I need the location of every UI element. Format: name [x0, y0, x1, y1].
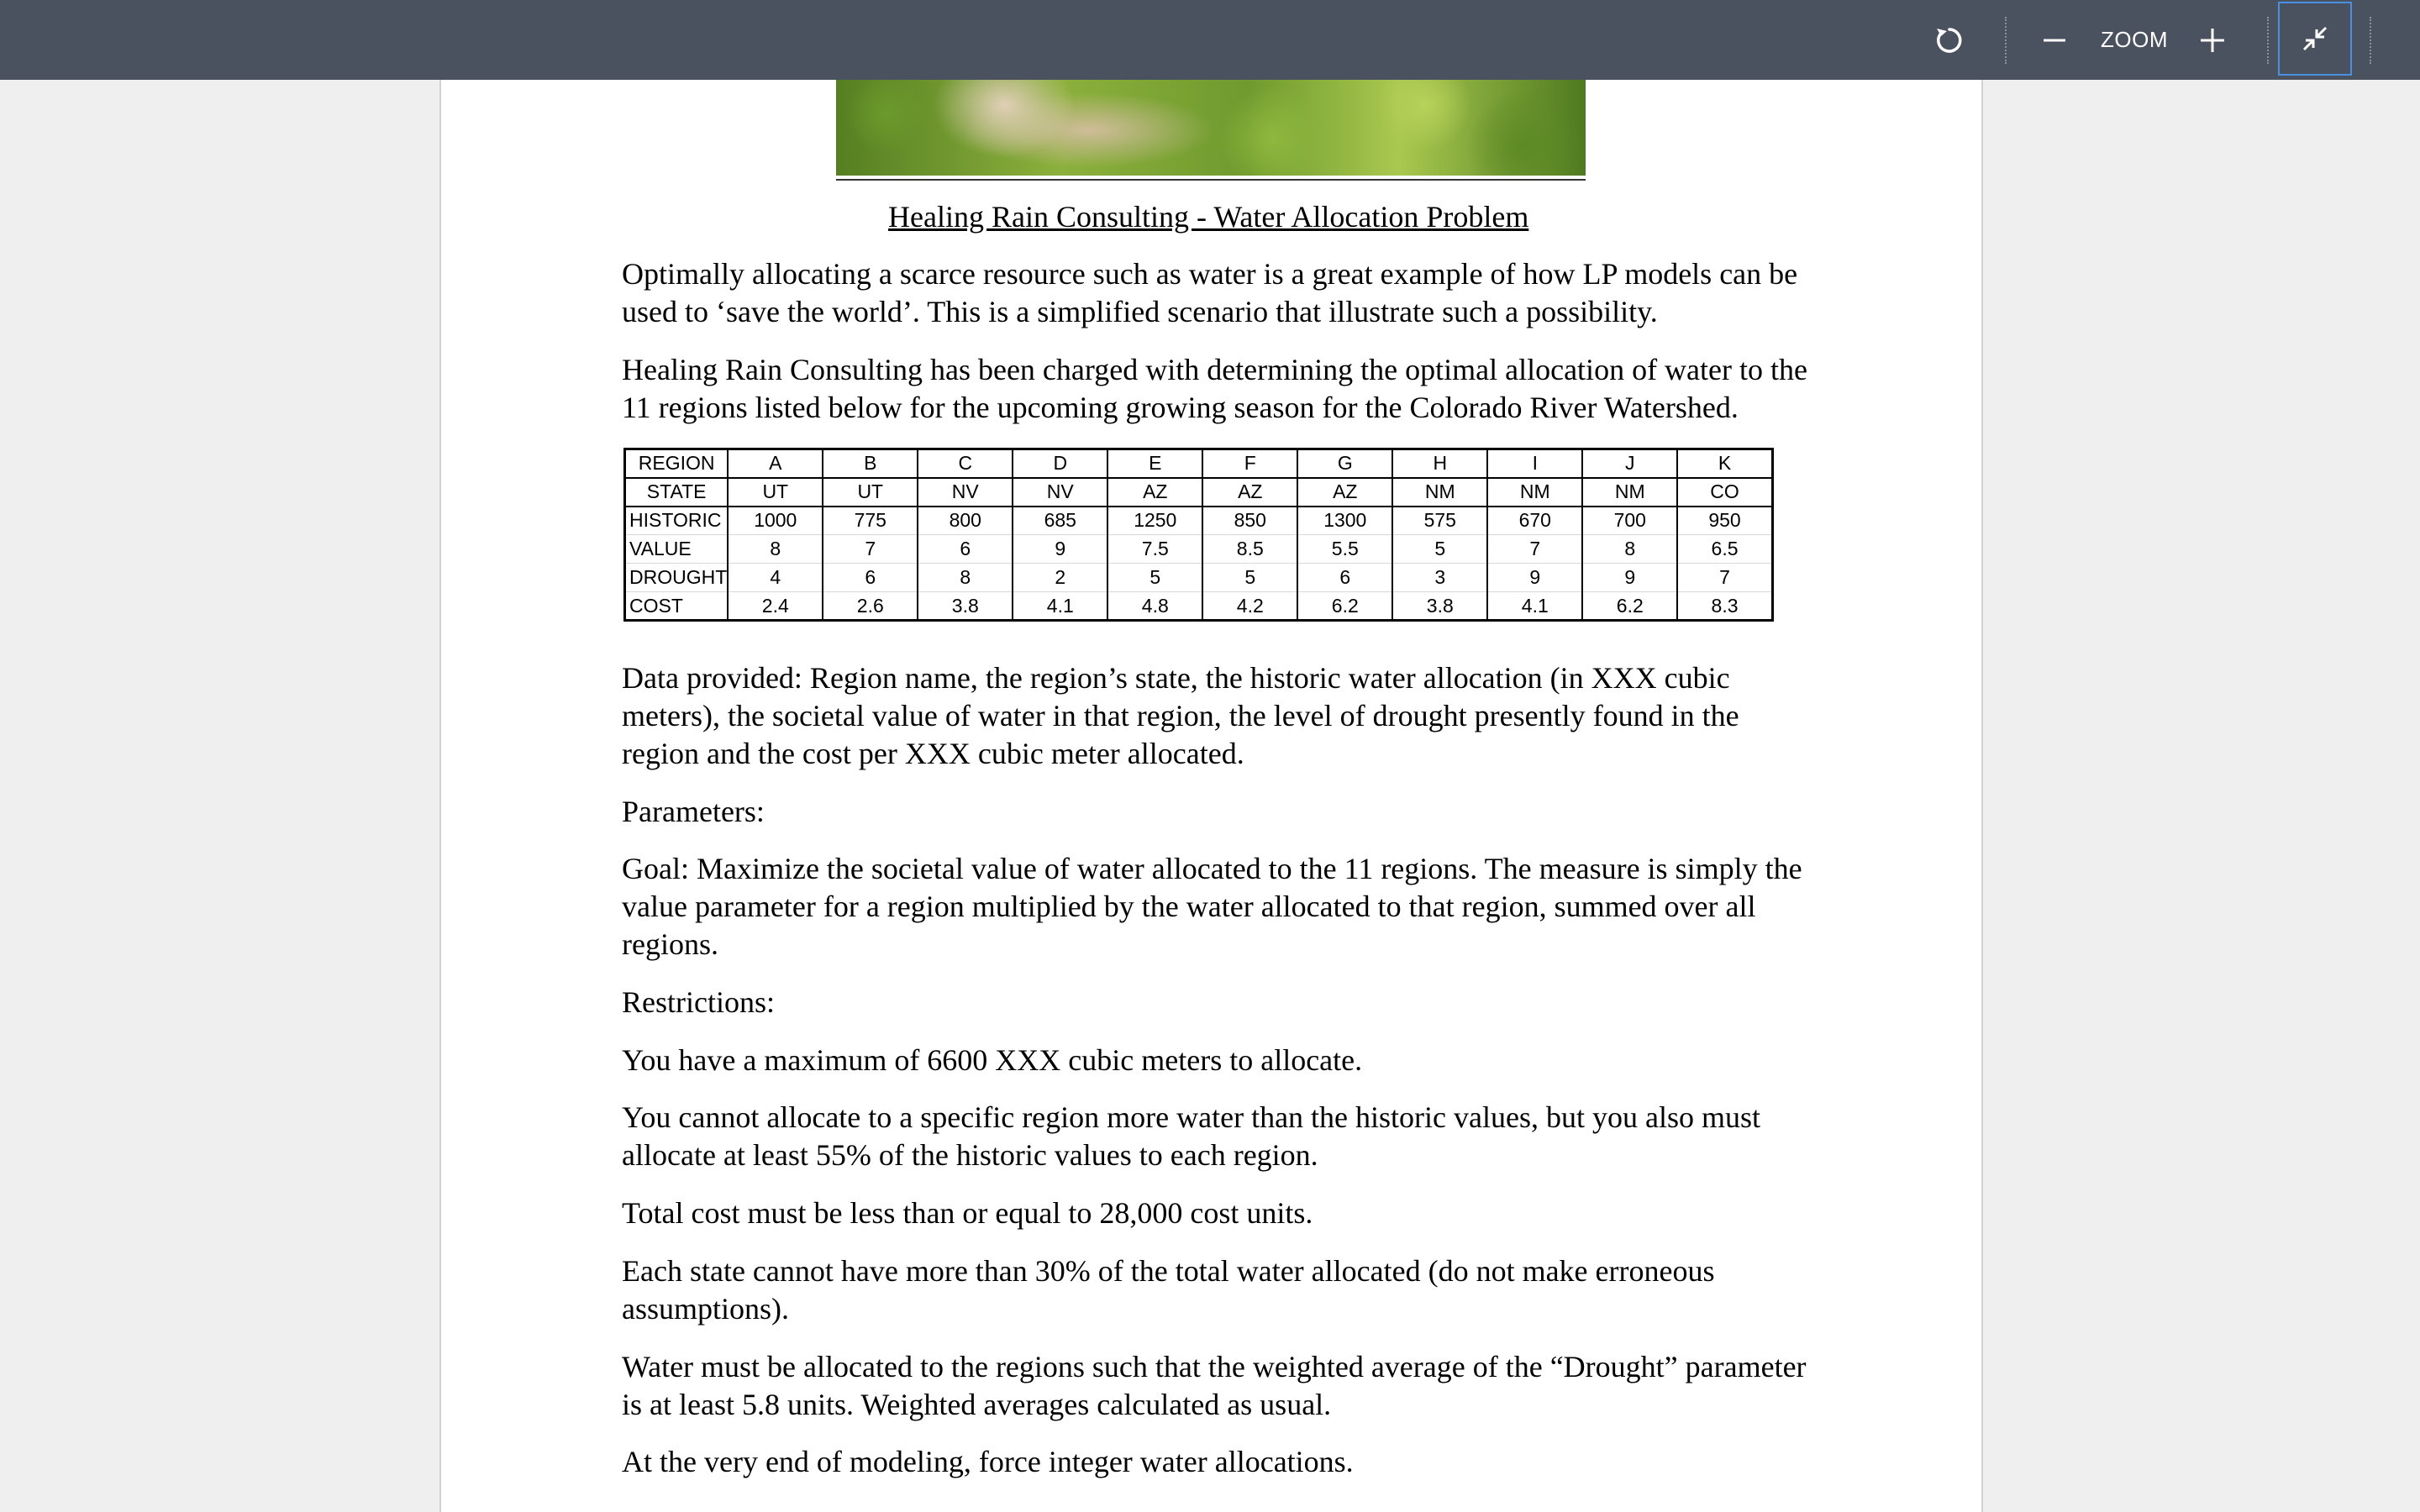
photo-divider: [836, 179, 1586, 181]
table-cell: 6: [1297, 564, 1392, 592]
table-cell: 2.6: [823, 592, 918, 621]
restriction-drought-average: Water must be allocated to the regions such that the weighted average of the “Drought” parameter is at least 5.8 units. Weighted averages calculated as usual.: [622, 1350, 1807, 1421]
table-cell: 800: [918, 507, 1013, 535]
table-cell: 575: [1392, 507, 1487, 535]
toolbar-divider: [2267, 17, 2269, 64]
table-cell: AZ: [1107, 478, 1202, 507]
table-cell: 8: [918, 564, 1013, 592]
row-label: REGION: [625, 449, 729, 478]
row-label: DROUGHT: [625, 564, 729, 592]
table-cell: 670: [1487, 507, 1582, 535]
table-cell: 3.8: [1392, 592, 1487, 621]
region-data-table: [623, 448, 1774, 622]
table-cell: 7: [823, 535, 918, 564]
table-cell: NM: [1487, 478, 1582, 507]
restriction-historic-bounds: You cannot allocate to a specific region more water than the historic values, but you also must allocate at least 55% of the historic values to each region.: [622, 1100, 1760, 1172]
table-cell: 950: [1677, 507, 1772, 535]
toolbar-divider: [2005, 17, 2007, 64]
viewer-toolbar: [0, 0, 2420, 80]
table-row: [625, 564, 1773, 592]
table-row: [625, 478, 1773, 507]
table-cell: B: [823, 449, 918, 478]
table-cell: 1300: [1297, 507, 1392, 535]
table-cell: UT: [728, 478, 823, 507]
table-cell: AZ: [1297, 478, 1392, 507]
table-cell: 2: [1013, 564, 1107, 592]
minus-icon: [2041, 27, 2068, 54]
row-label: HISTORIC: [625, 507, 729, 535]
intro-paragraph-1: Optimally allocating a scarce resource such as water is a great example of how LP models can be used to ‘save the world’. This is a simplified scenario that illustrate such a possibility.: [622, 257, 1798, 328]
table-cell: 4.1: [1013, 592, 1107, 621]
table-cell: 4.8: [1107, 592, 1202, 621]
table-cell: A: [728, 449, 823, 478]
table-cell: 6: [823, 564, 918, 592]
table-cell: 8.3: [1677, 592, 1772, 621]
exit-fullscreen-icon: [2298, 22, 2332, 55]
restrictions-heading: Restrictions:: [622, 985, 775, 1019]
parameters-heading: Parameters:: [622, 795, 765, 828]
header-photo: [836, 80, 1586, 176]
table-cell: NM: [1582, 478, 1677, 507]
table-cell: 6: [918, 535, 1013, 564]
table-cell: 8: [1582, 535, 1677, 564]
zoom-in-button[interactable]: [2190, 0, 2235, 80]
table-cell: 9: [1013, 535, 1107, 564]
table-cell: 775: [823, 507, 918, 535]
table-cell: UT: [823, 478, 918, 507]
table-row: [625, 535, 1773, 564]
table-cell: 8.5: [1202, 535, 1297, 564]
refresh-icon: [1933, 24, 1966, 57]
table-cell: K: [1677, 449, 1772, 478]
table-cell: E: [1107, 449, 1202, 478]
table-cell: 5.5: [1297, 535, 1392, 564]
intro-paragraph-2: Healing Rain Consulting has been charged with determining the optimal allocation of water to the 11 regions listed below for the upcoming growing season for the Colorado River Watershed.: [622, 353, 1807, 424]
goal-paragraph: Goal: Maximize the societal value of water allocated to the 11 regions. The measure is simply the value parameter for a region multiplied by the water allocated to that region, summed over all regions.: [622, 852, 1802, 961]
toolbar-divider: [2370, 17, 2371, 64]
row-label: VALUE: [625, 535, 729, 564]
zoom-label: ZOOM: [2101, 27, 2168, 52]
table-cell: 4: [728, 564, 823, 592]
table-cell: 7.5: [1107, 535, 1202, 564]
table-cell: 5: [1392, 535, 1487, 564]
table-cell: 850: [1202, 507, 1297, 535]
zoom-out-button[interactable]: [2032, 0, 2077, 80]
table-row: [625, 449, 1773, 478]
restriction-total-cost: Total cost must be less than or equal to 28,000 cost units.: [622, 1196, 1313, 1230]
table-cell: 6.5: [1677, 535, 1772, 564]
table-cell: 3.8: [918, 592, 1013, 621]
table-cell: D: [1013, 449, 1107, 478]
restriction-max-water: You have a maximum of 6600 XXX cubic meters to allocate.: [622, 1043, 1363, 1077]
table-cell: 9: [1582, 564, 1677, 592]
table-row: [625, 507, 1773, 535]
table-cell: AZ: [1202, 478, 1297, 507]
table-cell: I: [1487, 449, 1582, 478]
reset-button[interactable]: [1924, 0, 1975, 80]
table-cell: H: [1392, 449, 1487, 478]
table-cell: 685: [1013, 507, 1107, 535]
table-cell: 2.4: [728, 592, 823, 621]
table-row: [625, 592, 1773, 621]
table-cell: CO: [1677, 478, 1772, 507]
document-page: [439, 80, 1983, 1512]
table-cell: F: [1202, 449, 1297, 478]
table-cell: 6.2: [1297, 592, 1392, 621]
table-cell: 1000: [728, 507, 823, 535]
table-cell: 4.2: [1202, 592, 1297, 621]
exit-fullscreen-button[interactable]: [2278, 2, 2352, 76]
table-cell: NV: [918, 478, 1013, 507]
table-cell: NV: [1013, 478, 1107, 507]
table-cell: 6.2: [1582, 592, 1677, 621]
table-cell: 9: [1487, 564, 1582, 592]
table-cell: 1250: [1107, 507, 1202, 535]
restriction-integer: At the very end of modeling, force integer water allocations.: [622, 1445, 1354, 1478]
table-cell: G: [1297, 449, 1392, 478]
table-cell: 700: [1582, 507, 1677, 535]
table-cell: 3: [1392, 564, 1487, 592]
table-cell: 7: [1487, 535, 1582, 564]
document-title: Healing Rain Consulting - Water Allocation Problem: [888, 200, 1529, 234]
data-provided-paragraph: Data provided: Region name, the region’s state, the historic water allocation (in XXX cubic meters), the societal value of water in that region, the level of drought presently found in the region and the cost per XXX cubic meter allocated.: [622, 661, 1739, 770]
table-cell: C: [918, 449, 1013, 478]
row-label: STATE: [625, 478, 729, 507]
table-cell: 7: [1677, 564, 1772, 592]
plus-icon: [2198, 26, 2227, 55]
table-cell: 4.1: [1487, 592, 1582, 621]
restriction-state-share: Each state cannot have more than 30% of the total water allocated (do not make erroneous assumptions).: [622, 1254, 1715, 1326]
table-cell: 5: [1202, 564, 1297, 592]
table-cell: 5: [1107, 564, 1202, 592]
table-cell: J: [1582, 449, 1677, 478]
row-label: COST: [625, 592, 729, 621]
table-cell: 8: [728, 535, 823, 564]
table-cell: NM: [1392, 478, 1487, 507]
